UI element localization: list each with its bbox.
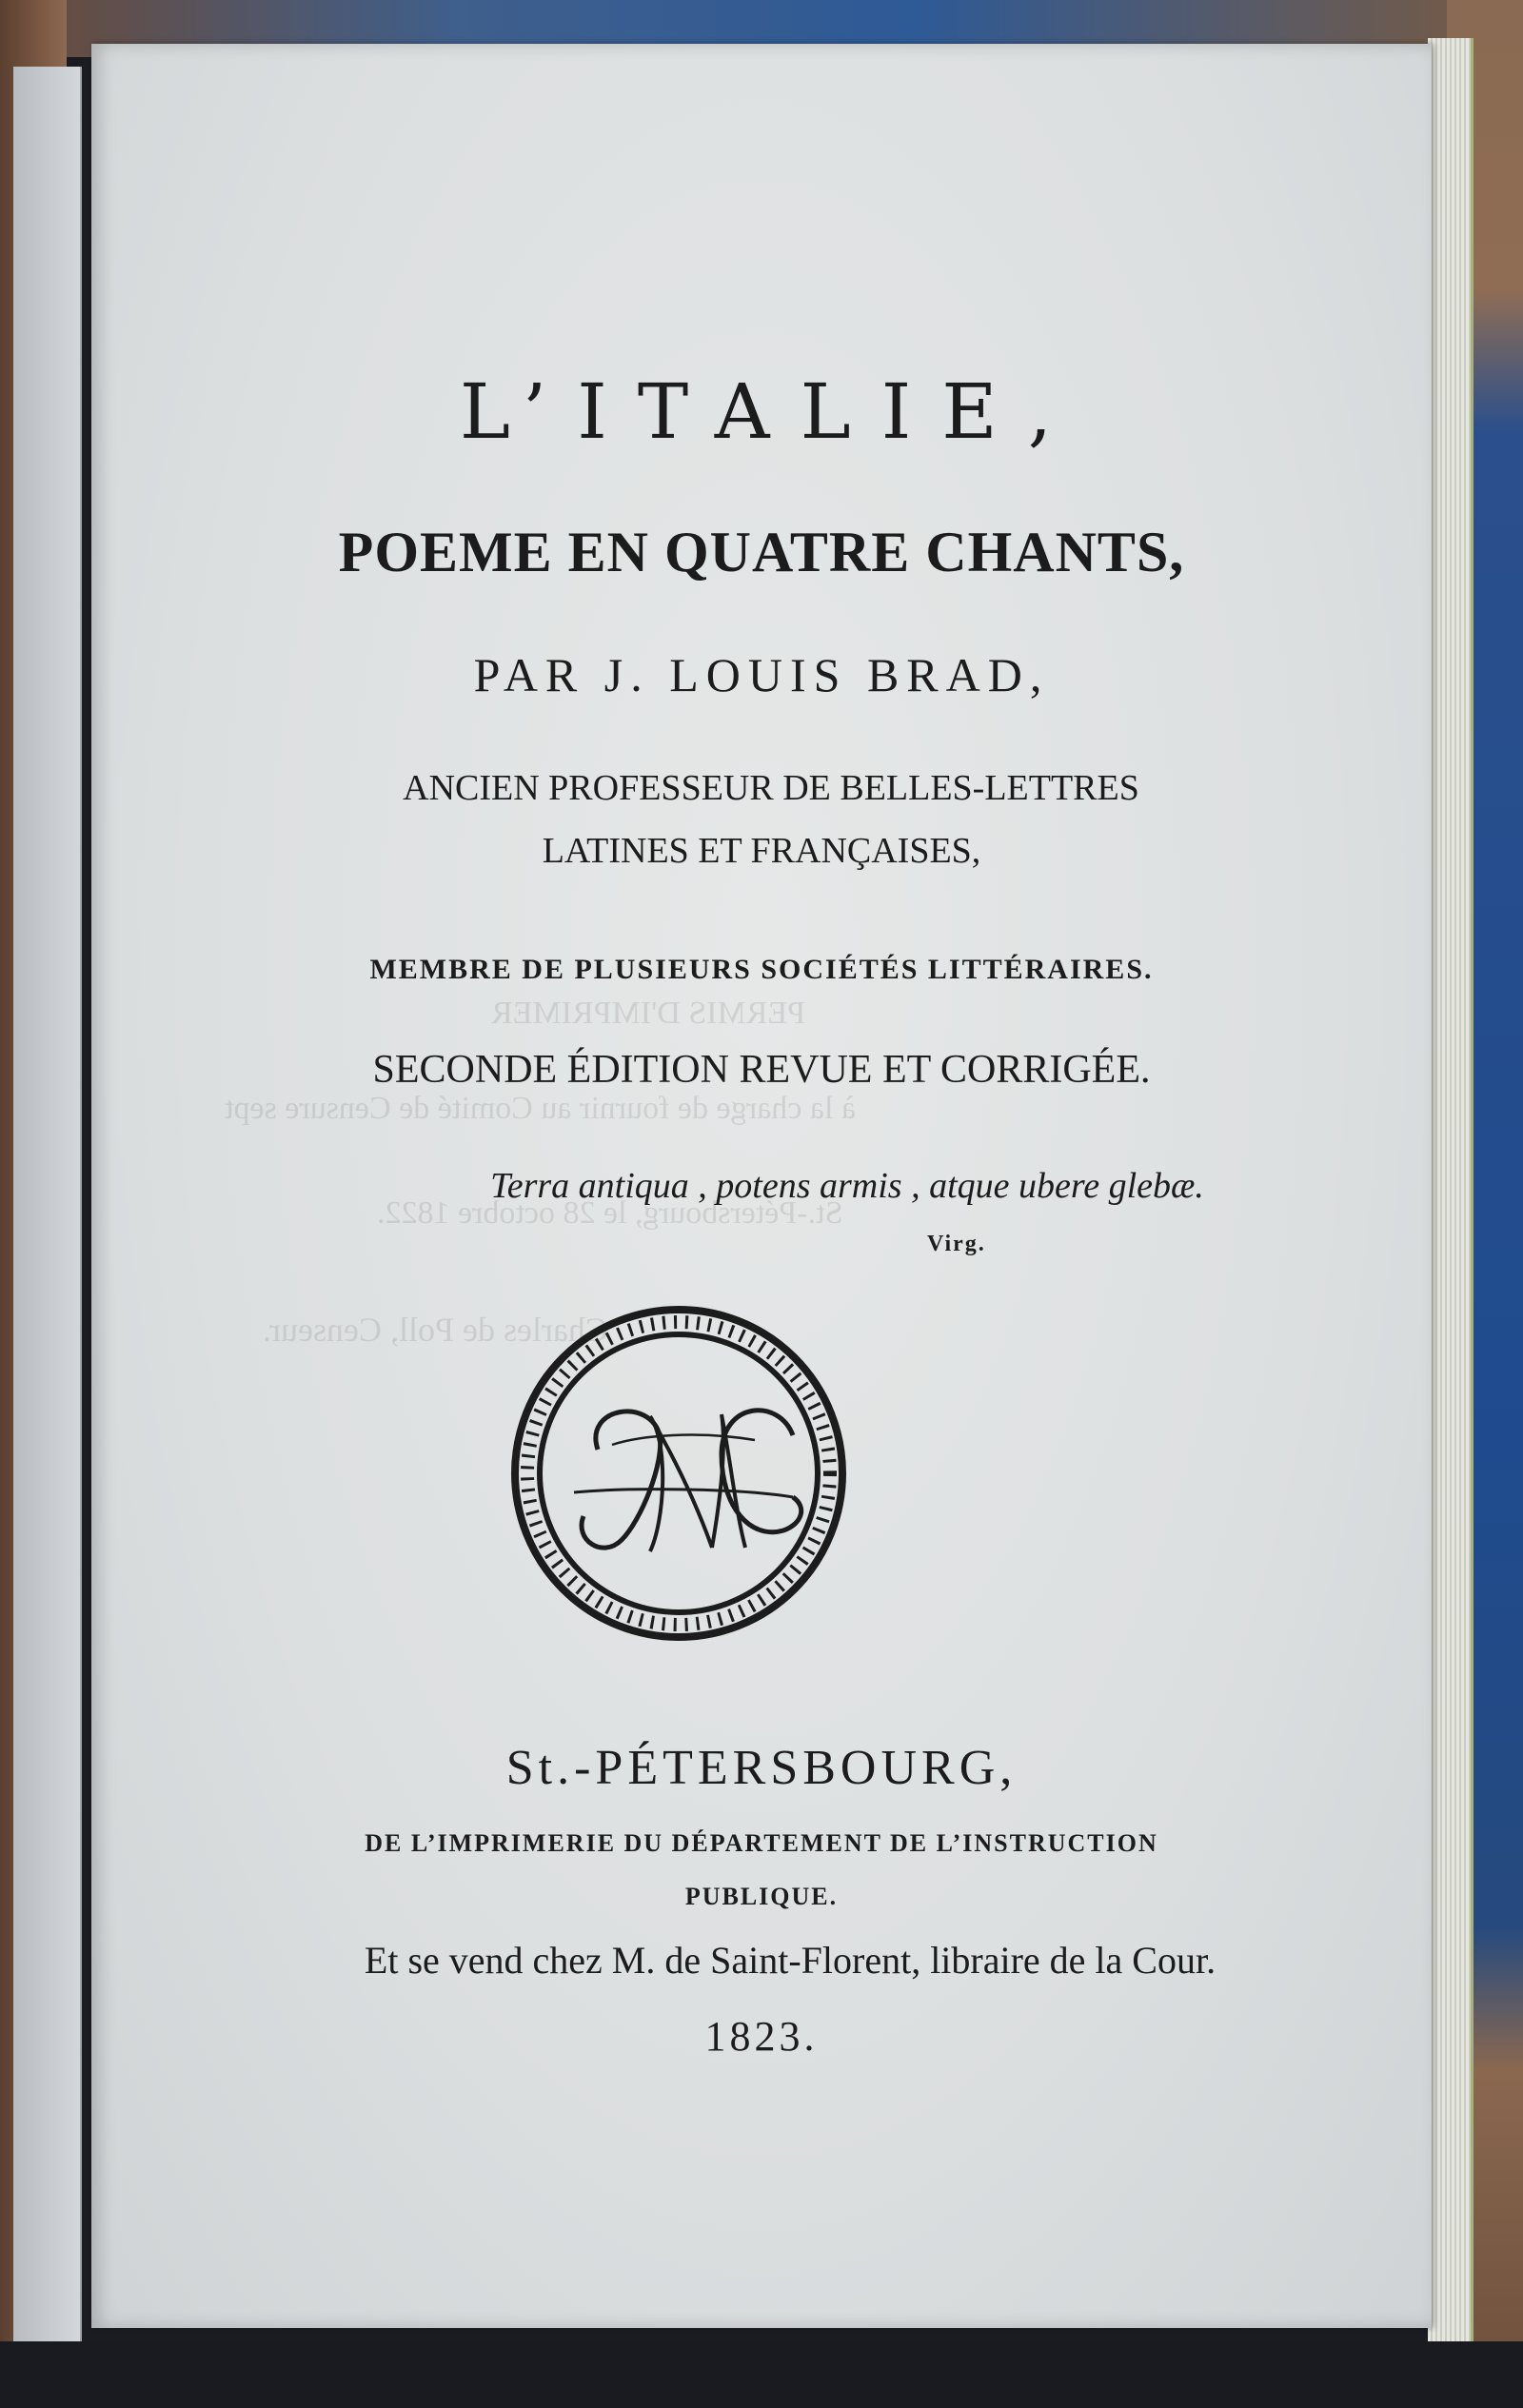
publication-city: St.-PÉTERSBOURG, xyxy=(505,1741,1018,1795)
bleed-through-text: Charles de Poll, Censeur. xyxy=(263,1311,608,1349)
left-page-edge xyxy=(13,67,82,2341)
printer-line-1: DE L’IMPRIMERIE DU DÉPARTEMENT DE L’INSTRUCTION xyxy=(365,1829,1158,1857)
epigraph-source: Virg. xyxy=(927,1232,986,1256)
bleed-through-text: St.-Pétersbourg, le 28 octobre 1822. xyxy=(377,1195,843,1231)
edition-line: SECONDE ÉDITION REVUE ET CORRIGÉE. xyxy=(372,1048,1151,1092)
author-line: PAR J. LOUIS BRAD, xyxy=(473,648,1050,701)
bleed-through-text: à la charge de fournir au Comité de Censure sept xyxy=(225,1091,857,1126)
seller-line: Et se vend chez M. de Saint-Florent, libraire de la Cour. xyxy=(364,1939,1216,1982)
membership-line: MEMBRE DE PLUSIEURS SOCIÉTÉS LITTÉRAIRES. xyxy=(369,954,1154,985)
bottom-shadow xyxy=(0,2341,1523,2408)
bleed-through-text: PERMIS D'IMPRIMER xyxy=(491,996,806,1031)
book-subtitle: POEME EN QUATRE CHANTS, xyxy=(338,521,1185,583)
book-title: L’ITALIE, xyxy=(459,367,1083,456)
author-role-line-2: LATINES ET FRANÇAISES, xyxy=(542,831,981,871)
author-role-line-1: ANCIEN PROFESSEUR DE BELLES-LETTRES xyxy=(403,768,1139,808)
title-page xyxy=(91,44,1432,2328)
monogram-stamp-icon xyxy=(507,1302,850,1645)
publication-year: 1823. xyxy=(704,2013,819,2060)
printer-line-2: PUBLIQUE. xyxy=(684,1883,839,1910)
epigraph: Terra antiqua , potens armis , atque ubere glebæ. xyxy=(490,1166,1204,1206)
